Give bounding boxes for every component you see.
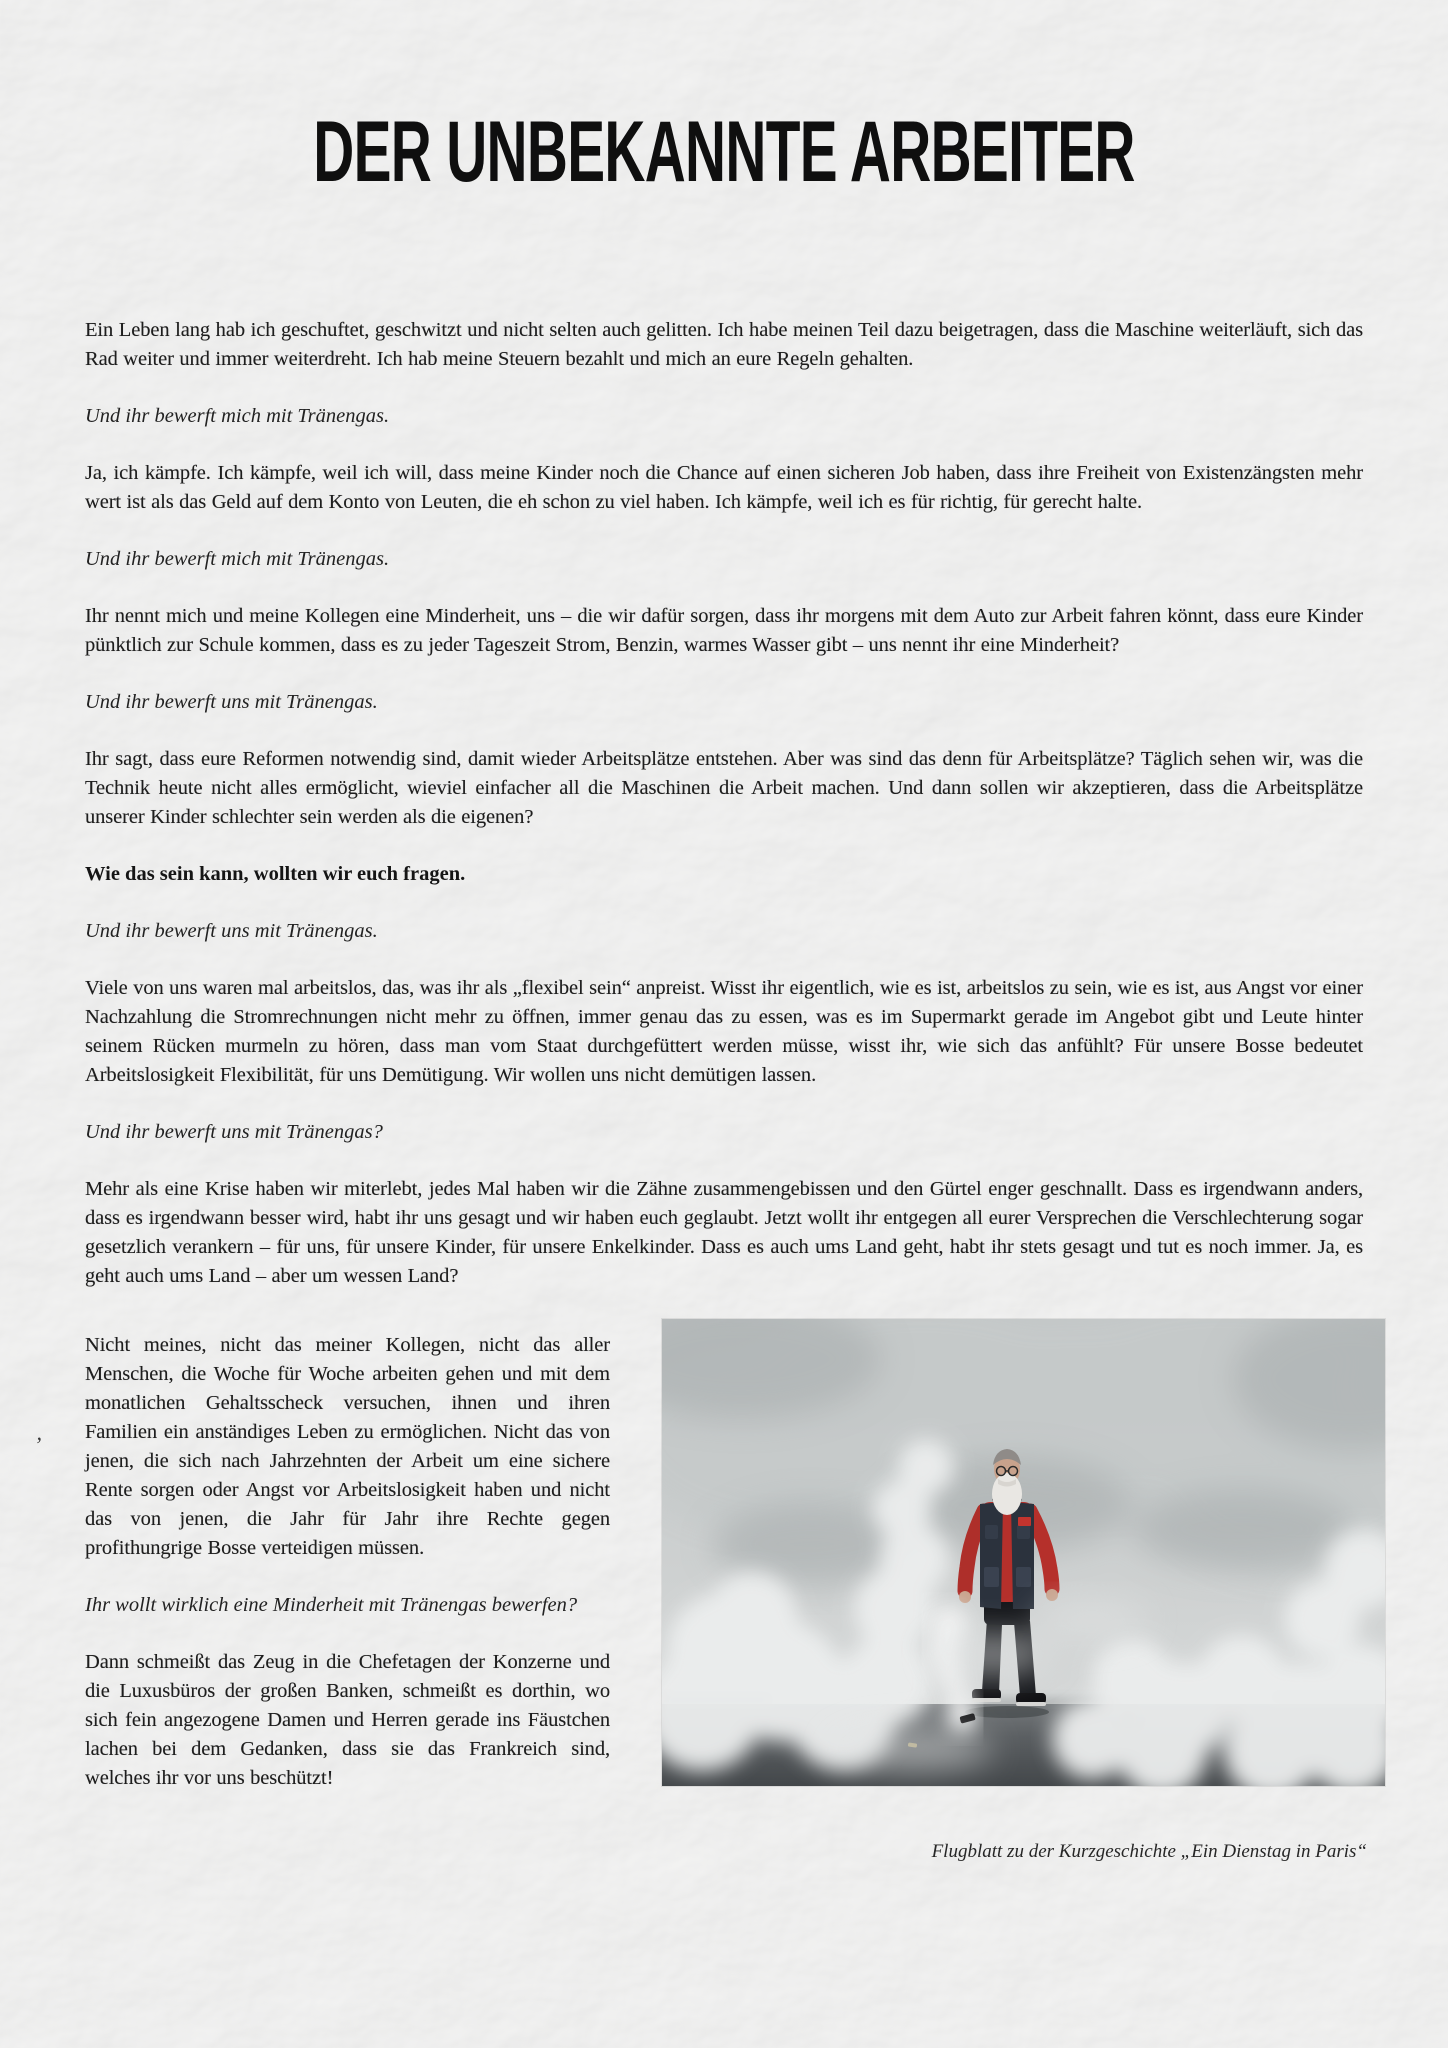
photo-illustration: [662, 1319, 1385, 1786]
stray-ink-mark: ’: [34, 1432, 42, 1457]
paragraph-7: Nicht meines, nicht das meiner Kollegen, nicht das aller Menschen, die Woche für Woche arbeiten gehen und mit dem monatlichen Gehaltsscheck versuchen, ihnen und ihren Familien ein anständiges Leben zu ermöglichen. Nicht das von jenen, die sich nach Jahrzehnten der Arbeit um eine sichere Rente sorgen oder Angst vor Arbeitslosigkeit haben und nicht das von jenen, die Jahr für Jahr ihre Rechte gegen profithungrige Bosse verteidigen müssen.: [85, 1334, 610, 1559]
photo-man-in-tear-gas: [662, 1319, 1385, 1786]
refrain-6: Ihr wollt wirklich eine Minderheit mit Tränengas bewerfen?: [85, 1594, 578, 1616]
right-hand: [1046, 1589, 1058, 1601]
paragraph-2: Ja, ich kämpfe. Ich kämpfe, weil ich will, dass meine Kinder noch die Chance auf einen sicheren Job haben, dass ihre Freiheit von Existenzängsten mehr wert ist als das Geld auf dem Konto von Leuten, die eh schon zu viel haben. Ich kämpfe, weil ich es für richtig, für gerecht halte.: [85, 462, 1363, 513]
photo-caption: Flugblatt zu der Kurzgeschichte „Ein Dienstag in Paris“: [931, 1841, 1367, 1862]
refrain-2: Und ihr bewerft mich mit Tränengas.: [85, 548, 390, 570]
paragraph-6: Mehr als eine Krise haben wir miterlebt, jedes Mal haben wir die Zähne zusammengebissen und den Gürtel enger geschnallt. Dass es irgendwann anders, dass es irgendwann besser wird, habt ihr uns gesagt und wir haben euch geglaubt. Jetzt wollt ihr entgegen all eurer Versprechen die Verschlechterung sogar gesetzlich verankern – für uns, für unsere Kinder, für unsere Enkelkinder. Dass es auch ums Land geht, habt ihr stets gesagt und tut es noch immer. Ja, es geht auch ums Land – aber um wessen Land?: [85, 1178, 1363, 1287]
refrain-1: Und ihr bewerft mich mit Tränengas.: [85, 405, 390, 427]
paragraph-4: Ihr sagt, dass eure Reformen notwendig sind, damit wieder Arbeitsplätze entstehen. Aber was sind das denn für Arbeitsplätze? Täglich sehen wir, was die Technik heute nicht alles ermöglicht, wieviel einfacher all die Maschinen die Arbeit machen. Und dann sollen wir akzeptieren, dass die Arbeitsplätze unserer Kinder schlechter sein werden als die eigenen?: [85, 748, 1363, 828]
paragraph-3: Ihr nennt mich und meine Kollegen eine Minderheit, uns – die wir dafür sorgen, dass ihr morgens mit dem Auto zur Arbeit fahren könnt, dass eure Kinder pünktlich zur Schule kommen, dass es zu jeder Tageszeit Strom, Benzin, warmes Wasser gibt – uns nennt ihr eine Minderheit?: [85, 605, 1363, 656]
refrain-4: Und ihr bewerft uns mit Tränengas.: [85, 920, 378, 942]
two-column-section: [85, 1319, 1385, 1821]
left-hand: [959, 1591, 971, 1603]
white-beard: [992, 1473, 1022, 1515]
refrain-5: Und ihr bewerft uns mit Tränengas?: [85, 1121, 383, 1143]
caption-row: [85, 1841, 1385, 1863]
paragraph-8: Dann schmeißt das Zeug in die Chefetagen der Konzerne und die Luxusbüros der großen Banken, schmeißt es dorthin, wo sich fein angezogene Damen und Herren gerade ins Fäustchen lachen bei dem Gedanken, dass sie das Frankreich sind, welches ihr vor uns beschützt!: [85, 1651, 610, 1789]
bold-statement: Wie das sein kann, wollten wir euch fragen.: [85, 863, 466, 885]
paragraph-5: Viele von uns waren mal arbeitslos, das, was ihr als „flexibel sein“ anpreist. Wisst ihr eigentlich, wie es ist, arbeitslos zu sein, wie es ist, aus Angst vor einer Nachzahlung die Stromrechnungen nicht mehr zu öffnen, immer genau das zu essen, was es im Supermarkt gerade im Angebot gibt und Leute hinter seinem Rücken murmeln zu hören, dass man vom Staat durchgefüttert werden müsse, wisst ihr, wie sich das anfühlt? Für unsere Bosse bedeutet Arbeitslosigkeit Flexibilität, für uns Demütigung. Wir wollen uns nicht demütigen lassen.: [85, 977, 1363, 1086]
refrain-3: Und ihr bewerft uns mit Tränengas.: [85, 691, 378, 713]
union-badge: [1018, 1517, 1031, 1526]
page-title: DER UNBEKANNTE ARBEITER: [313, 104, 1135, 200]
left-column: [85, 1319, 610, 1821]
paragraph-1: Ein Leben lang hab ich geschuftet, geschwitzt und nicht selten auch gelitten. Ich habe meinen Teil dazu beigetragen, dass die Maschine weiterläuft, sich das Rad weiter und immer weiterdreht. Ich hab meine Steuern bezahlt und mich an eure Regeln gehalten.: [85, 319, 1363, 370]
